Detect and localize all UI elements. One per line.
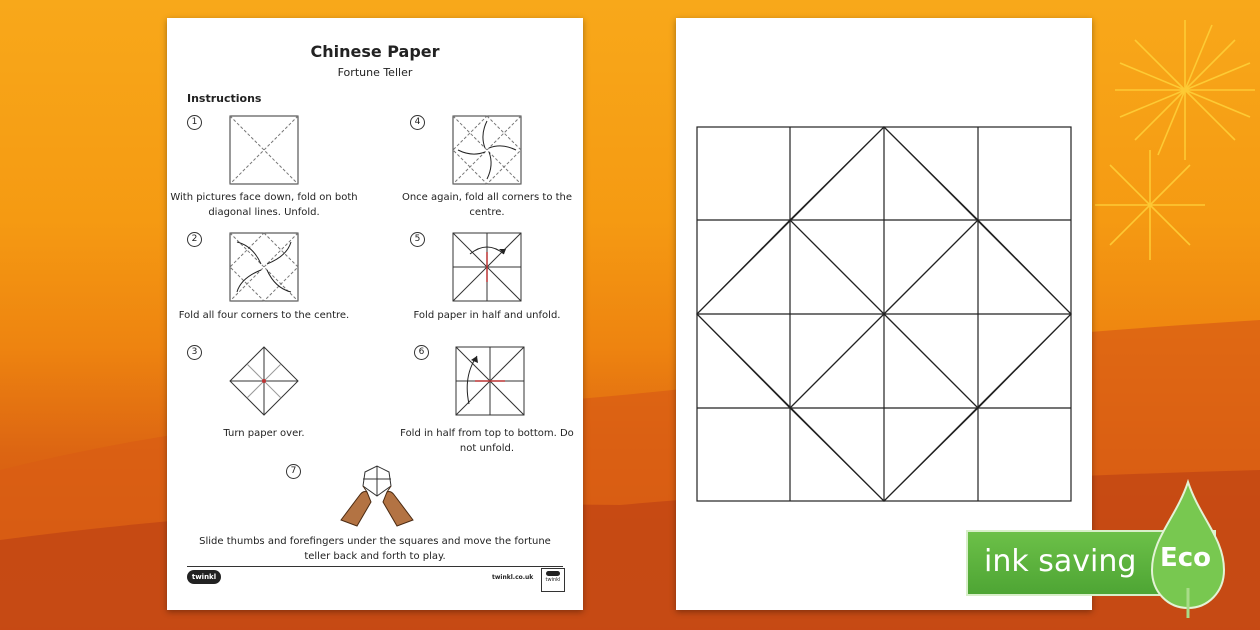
hands-fortune-teller-icon [337,462,417,530]
footer-divider [187,566,563,567]
template-sheet [676,18,1092,610]
instructions-heading: Instructions [187,92,262,105]
step-number-6: 6 [414,345,429,360]
step-7-caption: Slide thumbs and forefingers under the squares and move the fortune teller back and forth to play. [199,536,551,562]
step-number-3: 3 [187,345,202,360]
step-2-caption: Fold all four corners to the centre. [178,310,350,321]
worksheet-subtitle: Fortune Teller [337,66,413,79]
step-4-diagram [452,115,522,185]
worksheet-title: Chinese Paper [310,42,440,61]
step-number-1: 1 [187,115,202,130]
fortune-teller-template [696,126,1072,502]
step-number-7: 7 [286,464,301,479]
step-1-caption: With pictures face down, fold on both diagonal lines. Unfold. [170,192,358,218]
step-5-caption: Fold paper in half and unfold. [413,310,561,321]
ink-saving-label: ink saving [984,544,1137,579]
footer-site: twinkl.co.uk [492,574,534,581]
step-number-2: 2 [187,232,202,247]
step-6-caption: Fold in half from top to bottom. Do not unfold. [400,428,574,454]
step-4-caption: Once again, fold all corners to the centre. [401,192,573,218]
fireworks-icon [1095,20,1255,260]
badge-label: twinkl [545,577,561,583]
instructions-sheet [167,18,583,610]
twinkl-logo: twinkl [187,570,221,584]
step-5-diagram [452,232,522,302]
quality-badge-icon [541,568,565,592]
step-3-diagram [229,346,299,416]
step-1-diagram [229,115,299,185]
eco-label: Eco [1160,543,1212,573]
step-3-caption: Turn paper over. [223,428,305,439]
step-number-4: 4 [410,115,425,130]
step-number-5: 5 [410,232,425,247]
step-2-diagram [229,232,299,302]
step-6-diagram [455,346,525,416]
